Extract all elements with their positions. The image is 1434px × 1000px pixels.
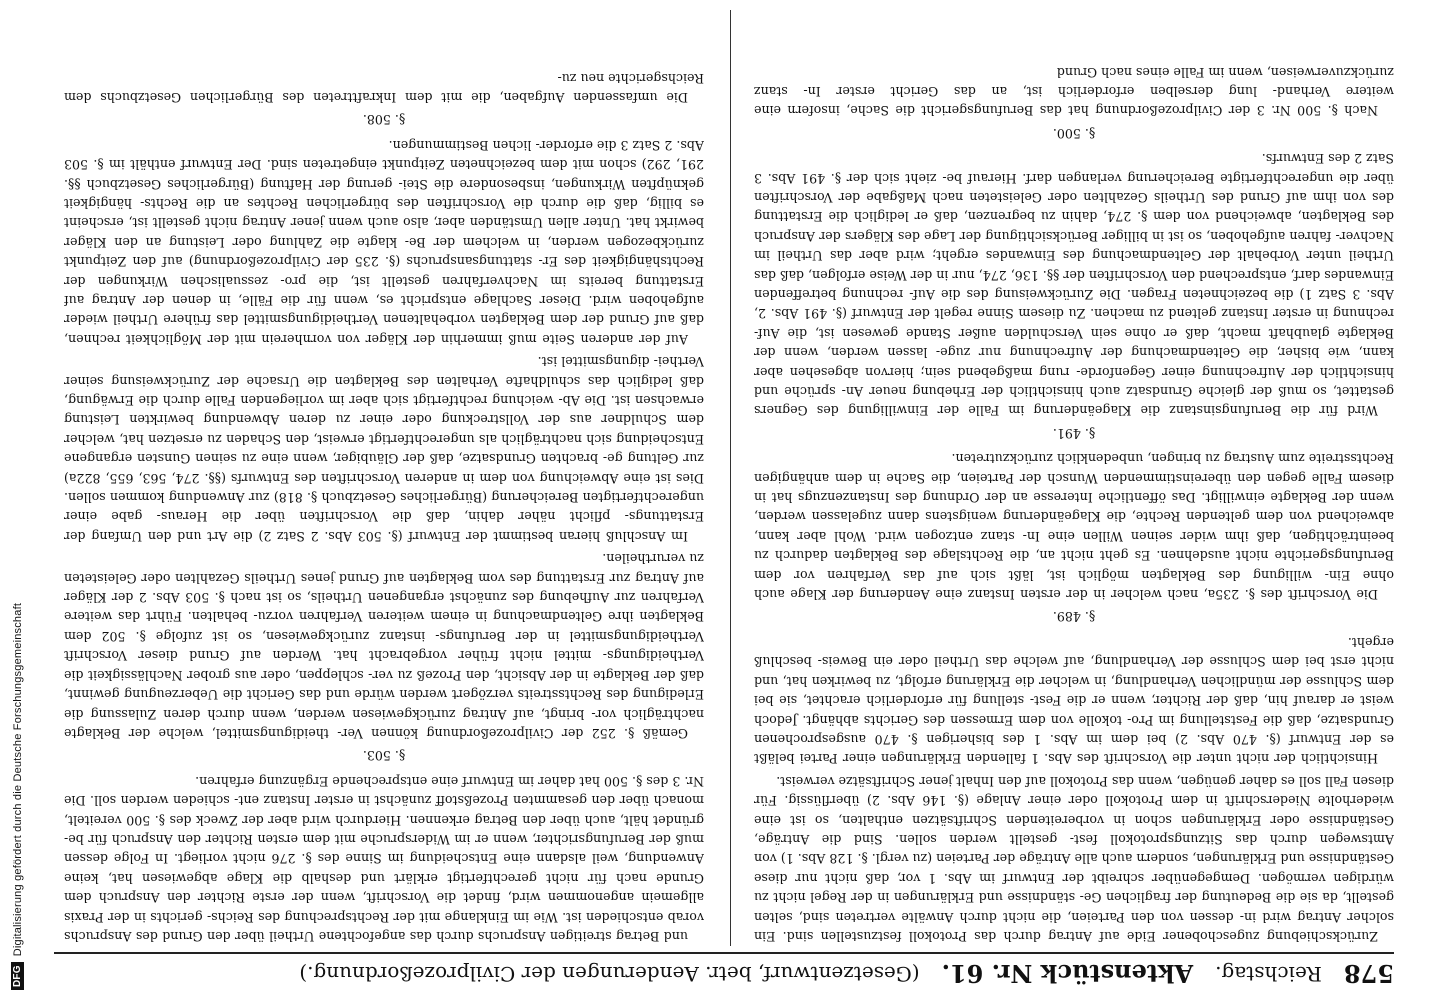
- paragraph: Die umfassenden Aufgaben, die mit dem Inkrafttreten des Bürgerlichen Gesetzbuchs dem Reichsgerichte neu zu-: [64, 70, 704, 105]
- publication-name: Reichstag.: [1215, 962, 1322, 986]
- section-heading: §. 489.: [1052, 609, 1096, 625]
- digitization-credit-strip: [0, 0, 22, 1000]
- paragraph: Nach §. 500 Nr. 3 der Civilprozeßordnung hat das Berufungsgericht die Sache, insofern eine weitere Verhand- lung derselben erforderlich ist, an das Gericht erster In- stanz zurückzuverweisen, wenn im Falle eines nach Grund: [754, 64, 1394, 119]
- paragraph: Die Vorschrift des §. 235a, nach welcher in der ersten Instanz eine Aenderung der Klage auch ohne Ein- willigung des Beklagten möglich ist, läßt sich auf das Verfahren vor dem Berufungsgerichte nicht ausdehnen. Es geht nicht an, die Rechtslage des Beklagten dadurch zu beeinträchtigen, daß ihm wider seinen Willen eine In- stanz entzogen wird. Wohl aber kann, abweichend von dem geltenden Rechte, die Klageänderung wenigstens dann zugelassen werden, wenn der Beklagte einwilligt. Das öffentliche Interesse an der Ordnung des Instanzenzugs hat in diesem Falle gegen den übereinstimmenden Wunsch der Parteien, die Sache in dem anhängigen Rechtsstreite zum Austrag zu bringen, unbedenklich zurückzutreten.: [754, 451, 1394, 603]
- section-heading: §. 503.: [362, 748, 406, 764]
- digitization-credit: [11, 603, 24, 990]
- document-number: Aktenstück Nr. 61.: [941, 959, 1194, 989]
- document-subject: (Gesetzentwurf, betr. Aenderungen der Civilprozeßordnung.): [299, 962, 920, 986]
- credit-text: Digitalisierung gefördert durch die Deutsche Forschungsgemeinschaft: [11, 602, 24, 957]
- paragraph: Gemäß §. 252 der Civilprozeßordnung können Ver- theidigungsmittel, welche der Beklagte nachträglich vor- bringt, auf Antrag zurückgewiesen werden, wenn durch deren Zulassung die Erledigung des Rechtsstreits verzögert werden würde und das Gericht die Ueberzeugung gewinnt, daß der Beklagte in der Absicht, den Prozeß zu ver- schleppen, oder aus grober Nachlässigkeit die Vertheidigungs- mittel nicht früher vorgebracht hat. Werden auf Grund dieser Vorschrift Vertheidigungsmittel in der Berufungs- instanz zurückgewiesen, so ist zufolge §. 502 dem Beklagten ihre Geltendmachung in einem weiteren Verfahren vorzu- behalten. Führt das weitere Verfahren zur Aufhebung des zunächst ergangenen Urtheils, so ist nach §. 503 Abs. 2 der Kläger auf Antrag zur Erstattung des vom Beklagten auf Grund jenes Urtheils Gezahlten oder Geleisteten zu verurtheilen.: [64, 551, 704, 741]
- section-heading: §. 500.: [1052, 125, 1096, 141]
- paragraph: Im Anschluß hieran bestimmt der Entwurf (§. 503 Abs. 2 Satz 2) die Art und den Umfang der Erstattungs- pflicht näher dahin, daß die Vorschriften über die Heraus- gabe einer ungerechtfertigten Bereicherung (Bürgerliches Gesetzbuch §. 818) zur Anwendung kommen sollen. Dies ist eine Abweichung von dem in anderen Vorschriften des Entwurfs (§§. 274, 563, 655, 822a) zur Geltung ge- brachten Grundsatze, daß der Gläubiger, wenn eine zu seinen Gunsten ergangene Entscheidung sich nachträglich als ungerechtfertigt erweist, den Schaden zu ersetzen hat, welcher dem Schuldner aus der Vollstreckung oder einer zu deren Abwendung bewirkten Leistung erwachsen ist. Die Ab- weichung rechtfertigt sich aber im vorliegenden Falle durch die Erwägung, daß lediglich das schuldhafte Verhalten des Beklagten die Ursache der Zurückweisung seiner Verthei- digungsmittel ist.: [64, 354, 704, 544]
- right-text-column: [64, 10, 704, 946]
- column-divider: [730, 10, 731, 946]
- paragraph: Zurückschiebung zugeschobener Eide auf Antrag durch das Protokoll festzustellen sind. Ein solcher Antrag wird in- dessen von den Parteien, die nicht durch Anwälte vertreten sind, selten gestellt, da sie die Bedeutung der fraglichen Ge- ständnisse und Erklärungen in der Regel nicht zu würdigen vermögen. Demgegenüber schreibt der Entwurf im Abs. 1 vor, daß nicht nur diese Geständnisse und Erklärungen, sondern auch alle Anträge der Parteien (zu vergl. §. 128 Abs. 1) von Amtswegen durch das Sitzungsprotokoll fest- gestellt werden sollen. Sind die Anträge, Geständnisse oder Erklärungen schon in vorbereitenden Schriftsätzen enthalten, so ist eine wiederholte Niederschrift in dem Protokoll oder einer Anlage (§. 146 Abs. 2) überflüssig. Für diesen Fall soll es daher genügen, wenn das Protokoll auf den Inhalt jener Schriftsätze verweist.: [754, 773, 1394, 944]
- paragraph: Auf der anderen Seite muß immerhin der Kläger von vornherein mit der Möglichkeit rechnen, daß auf Grund der dem Beklagten vorbehaltenen Vertheidigungsmittel das frühere Urtheil wieder aufgehoben wird. Dieser Sachlage entspricht es, wenn für die Fälle, in denen der Antrag auf Erstattung bereits im Nachverfahren gestellt ist, die pro- zessualischen Wirkungen der Rechtshängigkeit des Er- stattungsanspruchs (§. 235 der Civilprozeßordnung) auf den Zeitpunkt zurückbezogen werden, in welchem der Be- klagte die Zahlung oder Leistung an den Kläger bewirkt hat. Unter allen Umständen aber, also auch wenn jener Antrag nicht gestellt ist, erscheint es billig, daß die durch die Vorschriften des bürgerlichen Rechtes an die Rechts- hängigkeit geknüpften Wirkungen, insbesondere die Stei- gerung der Haftung (Bürgerliches Gesetzbuch §§. 291, 292) schon mit dem bezeichneten Zeitpunkt eingetreten sind. Der Entwurf enthält im §. 503 Abs. 2 Satz 3 die erforder- lichen Bestimmungen.: [64, 137, 704, 347]
- section-heading: §. 508.: [362, 112, 406, 128]
- section-heading: §. 491.: [1052, 425, 1096, 441]
- paragraph: Wird für die Berufungsinstanz die Klageänderung im Falle der Einwilligung des Gegners gestattet, so muß der gleiche Grundsatz auch hinsichtlich der Erhebung neuer An- sprüche und hinsichtlich der Aufrechnung einer Gegenforde- rung maßgebend sein; hiervon abgesehen aber kann, wie bisher, die Geltendmachung der Aufrechnung nur zuge- lassen werden, wenn der Beklagte glaubhaft macht, daß er ohne sein Verschulden außer Stande gewesen ist, die Auf- rechnung in erster Instanz geltend zu machen. Zu diesem Sinne regelt der Entwurf (§. 491 Abs. 2, Abs. 3 Satz 1) die bezeichneten Fragen. Die Zurückweisung des die Auf- rechnung betreffenden Einwandes darf, entsprechend den Vorschriften der §§. 136, 274, nur in der Weise erfolgen, daß das Urtheil unter Vorbehalt der Geltendmachung des Einwandes ergeht; wird aber das Urtheil im Nachver- fahren aufgehoben, so ist in billiger Berücksichtigung der Lage des Klägers der Anspruch des Beklagten, abweichend von dem §. 274, dahin zu begrenzen, daß er lediglich die Erstattung des von ihm auf Grund des Urtheils Gezahlten oder Geleisteten nach Maßgabe der Vorschriften über die ungerechtfertigte Bereicherung verlangen darf. Hierauf be- zieht sich der §. 491 Abs. 3 Satz 2 des Entwurfs.: [754, 151, 1394, 419]
- page-number: 578: [1343, 959, 1394, 989]
- paragraph: Hinsichtlich der nicht unter die Vorschrift des Abs. 1 fallenden Erklärungen einer Partei beläßt es der Entwurf (§. 470 Abs. 2) bei dem im Abs. 1 des bisherigen §. 470 ausgesprochenen Grundsatze, daß die Feststellung im Pro- tokolle von dem Ermessen des Gerichts abhängt. Jedoch weist er darauf hin, daß der Richter, wenn er die Fest- stellung für erforderlich erachtet, sie bei dem Schlusse der mündlichen Verhandlung, in welcher die Erklärung erfolgt, zu bewirken hat, und nicht erst bei dem Schlusse der Verhandlung, auf welche das Urtheil oder ein Beweis- beschluß ergeht.: [754, 634, 1394, 767]
- rotated-document-page: [34, 0, 1434, 1000]
- running-header: [54, 952, 1394, 994]
- paragraph: und Betrag streitigen Anspruchs durch das angefochtene Urtheil über den Grund des Anspruchs vorab entschieden ist. Wie im Einklange mit der Rechtsprechung des Reichs- gerichts in der Praxis allgemein angenommen wird, findet die Vorschrift, wenn der erste Richter den Anspruch dem Grunde nach für nicht gerechtfertigt erklärt und deshalb die Klage abgewiesen hat, keine Anwendung, weil alsdann eine Entscheidung im Sinne des §. 276 nicht vorliegt. In Folge dessen muß der Berufungsrichter, wenn er im Widerspruche mit dem ersten Richter den Anspruch für be- gründet hält, auch über den Betrag erkennen. Hierdurch wird aber der Zweck des §. 500 vereitelt, monach über den gesammten Prozeßstoff zunächst in erster Instanz ent- schieden werden soll. Die Nr. 3 des §. 500 hat daher im Entwurf eine entsprechende Ergänzung erfahren.: [64, 773, 704, 944]
- left-text-column: [754, 10, 1394, 946]
- dfg-logo: DFG: [11, 962, 24, 990]
